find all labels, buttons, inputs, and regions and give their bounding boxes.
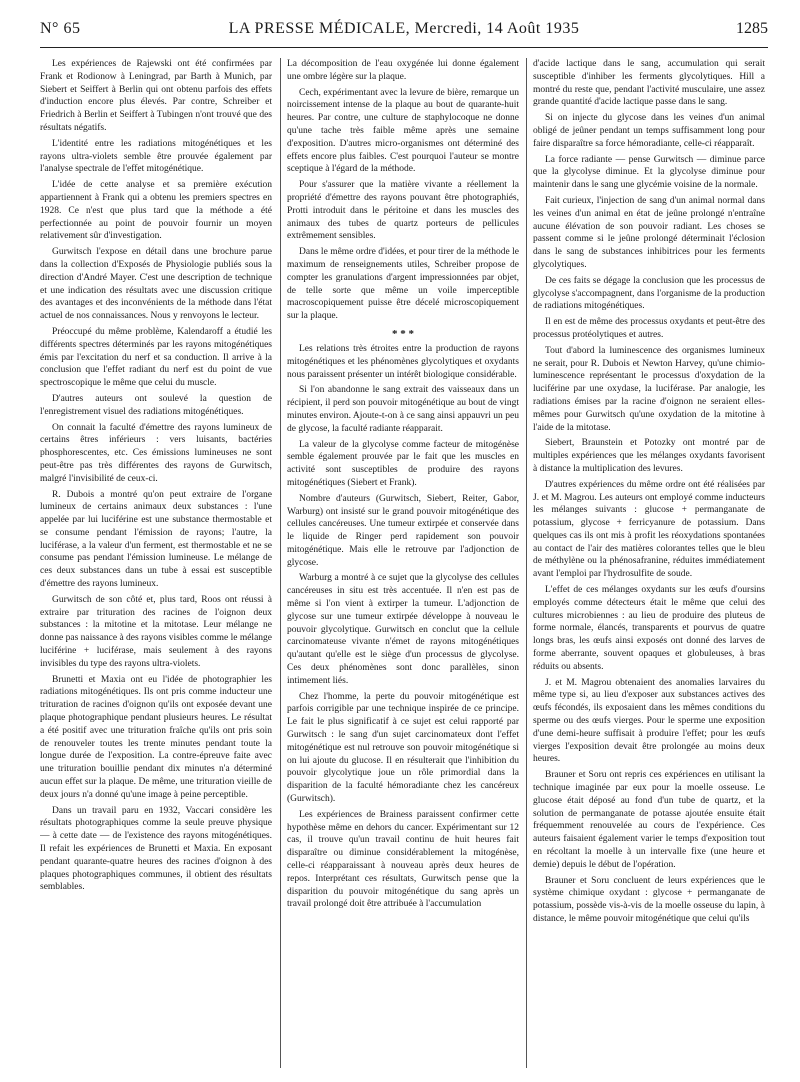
paragraph: La décomposition de l'eau oxygénée lui donne également une ombre légère sur la plaque. (287, 59, 519, 82)
paragraph: D'autres expériences du même ordre ont été réalisées par J. et M. Magrou. Les auteurs ont employé comme inducteurs les mélanges suivants : glucose + permanganate de potassium, glycose + ferricyanure de potassium. Dans quelques cas ils ont mis à profit les réoxydations spontanées au contact de l'air des matières colorantes telles que le bleu de méthylène ou la phénosafranine, réduites immédiatement avant l'emploi par l'hydrosulfite de soude. (533, 479, 765, 580)
column-divider (526, 58, 527, 1068)
paragraph: R. Dubois a montré qu'on peut extraire de l'organe lumineux de certains animaux deux substances : l'une appelée par lui luciférine est une substance thermostable et se consume pendant l'émission de rayons; l'autre, la luciférase, a la valeur d'un ferment, est thermostable et ne se consume pas pendant l'émission lumineuse. Le mélange de ces deux substances dans un tube à essai est susceptible d'émettre des rayons lumineux. (40, 489, 272, 590)
paragraph: Fait curieux, l'injection de sang d'un animal normal dans les veines d'un animal en état de jeûne prolongé n'entraîne aucune élévation de son pouvoir radiant. Les choses se passent comme si le jeûne prolongé déterminait l'éclosion dans le sang de substances inhibitrices pour les ferments glycolytiques. (533, 195, 765, 270)
paragraph: Gurwitsch l'expose en détail dans une brochure parue dans la collection d'Exposés de Physiologie publiés sous la direction d'André Mayer. C'est une description de technique et une indication des résultats avec une discussion critique des avantages et des inconvénients de la méthode dans l'état actuel de nos connaissances. Nous y renvoyons le lecteur. (40, 247, 272, 322)
paragraph: L'effet de ces mélanges oxydants sur les œufs d'oursins employés comme détecteurs était le même que celui des cultures microbiennes : au lieu de produire des pluteus de forme normale, élancés, transparents et pourvus de quatre longs bras, les œufs ainsi exposés ont donné des larves de forme aberrante, souvent opaques et globuleuses, à bras réduits ou absents. (533, 585, 765, 672)
paragraph: Dans le même ordre d'idées, et pour tirer de la méthode le maximum de renseignements utiles, Schreiber propose de compter les granulations d'argent impressionnées par objet, de telle sorte que même un voile imperceptible macroscopiquement puisse être décelé microscopiquement sur la plaque. (287, 247, 519, 322)
paragraph: Les expériences de Brainess paraissent confirmer cette hypothèse même en dehors du cancer. Expérimentant sur 12 cas, il trouve qu'un travail continu de huit heures fait disparaître ou diminue considérablement la mitogénèse, celle-ci réapparaissant à nouveau après deux heures de repos. Interprétant ces résultats, Gurwitsch pense que la disparition du pouvoir mitogénétique du sang après un travail prolongé doit être attribuée à l'accumulation (287, 809, 519, 910)
paragraph: Siebert, Braunstein et Potozky ont montré par de multiples expériences que les mélanges oxydants favorisent à distance la multiplication des levures. (533, 438, 765, 474)
paragraph: Tout d'abord la luminescence des organismes lumineux ne serait, pour R. Dubois et Newton Harvey, qu'une chimio-luminescence représentant le processus d'oxydation de la luciférine par une oxydase, la luciférase. Par analogie, les radiations émises par la racine d'oignon ne seraient elles-mêmes pour Gurwitsch qu'une oxydation de la mitotine à l'aide de la mitotase. (533, 345, 765, 433)
issue-number: N° 65 (40, 20, 81, 37)
paragraph: Préoccupé du même problème, Kalendaroff a étudié les différents spectres déterminés par les rayons mitogénétiques émis par l'excitation du nerf et sa conduction. Il arrive à la conclusion que l'effet radiant du nerf est du point de vue spectroscopique le même que celui du muscle. (40, 326, 272, 389)
paragraph: Brauner et Soru ont repris ces expériences en utilisant la technique imaginée par eux pour la moelle osseuse. Le glucose était déposé au fond d'un tube de quartz, et la solution de permanganate de potasse ajoutée ensuite était fréquemment renouvelée au cours de l'expérience. Ces auteurs faisaient également varier le temps d'exposition tout en récoltant la moelle à un intervalle fixe (une heure et demie) depuis le début de l'opération. (533, 770, 765, 870)
column-divider (280, 58, 281, 1068)
paragraph: Si on injecte du glycose dans les veines d'un animal obligé de jeûner pendant un temps suffisamment long pour faire disparaître sa force hémoradiante, celle-ci réapparaît. (533, 113, 765, 149)
paragraph: Brauner et Soru concluent de leurs expériences que le système chimique oxydant : glycose + permanganate de potassium, possède vis-à-vis de la moelle osseuse du lapin, à distance, le même pouvoir mitogénétique que celui qu'ils (533, 875, 765, 924)
paragraph: On connait la faculté d'émettre des rayons lumineux de certains êtres inférieurs : vers luisants, bactéries phosphorescentes, etc. Ces émissions lumineuses ne sont peut-être pas très différentes des rayons de Gurwitsch, malgré l'invisibilité de ceux-ci. (40, 422, 272, 484)
paragraph: Cech, expérimentant avec la levure de bière, remarque un noircissement intense de la plaque au bout de quarante-huit heures. Par contre, une culture de staphylocoque ne donne qu'une tache très faible même après une semaine d'exposition. D'autres micro-organismes ont déterminé des effets encore plus faibles. C'est pourquoi l'auteur se montre sceptique à l'égard de la méthode. (287, 87, 519, 175)
text-column-2 (287, 58, 519, 1076)
section-separator: * * * (392, 327, 414, 340)
journal-title: LA PRESSE MÉDICALE, Mercredi, 14 Août 1935 (228, 20, 580, 37)
text-column-3 (533, 58, 765, 1076)
paragraph: Chez l'homme, la perte du pouvoir mitogénétique est parfois corrigible par une technique inspirée de ce principe. Le fait le plus significatif à ce sujet est celui rapporté par Gurwitsch : le sang d'un sujet carcinomateux dont l'effet mitogénétique est nul retrouve son pouvoir mitogénétique si on lui ajoute du glucose. Il en résulterait que l'inhibition du pouvoir glycolytique joue un rôle primordial dans la disparition de la faculté hémoradiante chez les cancéreux (Gurwitsch). (287, 691, 519, 805)
paragraph: Pour s'assurer que la matière vivante a réellement la propriété d'émettre des rayons pouvant être photographiés, Protti introduit dans le péritoine et dans les muscles des animaux des tubes de quartz porteurs de pellicules extrêmement sensibles. (287, 180, 519, 242)
paragraph: J. et M. Magrou obtenaient des anomalies larvaires du même type si, au lieu d'exposer aux substances actives des œufs fécondés, ils exposaient dans les mêmes conditions du sperme ou des œufs vierges. Pour le sperme une exposition d'une demi-heure suffisait à produire l'effet; pour les œufs vierges l'exposition devait être prolongée au moins deux heures. (533, 677, 765, 765)
paragraph: De ces faits se dégage la conclusion que les processus de glycolyse s'accompagnent, dans l'organisme de la production de radiations mitogénétiques. (533, 275, 765, 312)
paragraph: La valeur de la glycolyse comme facteur de mitogénèse semble également prouvée par le fait que les muscles en activité sont susceptibles de produire des rayons mitogénétiques (Siebert et Frank). (287, 439, 519, 488)
paragraph: Il en est de même des processus oxydants et peut-être des processus protéolytiques et autres. (533, 317, 765, 340)
paragraph: Brunetti et Maxia ont eu l'idée de photographier les radiations mitogénétiques. Ils ont pris comme inducteur une trituration de racines d'oignon qu'ils ont exposée devant une plaque photographique pendant plusieurs heures. Le résultat a été positif avec une trituration fraîche qu'ils ont pris soin de renouveler toutes les trente minutes pendant toute la longue durée de l'exposition. La contre-épreuve faite avec une trituration bouillie pendant dix minutes n'a déterminé aucun effet sur la plaque. De même, une trituration vieille de deux jours n'a donné qu'une image à peine perceptible. (40, 674, 272, 800)
paragraph: D'autres auteurs ont soulevé la question de l'enregistrement visuel des radiations mitogénétiques. (40, 393, 272, 417)
paragraph: La force radiante — pense Gurwitsch — diminue parce que la glycolyse diminue. Et la glycolyse diminue pour maintenir dans le sang une glycémie voisine de la normale. (533, 154, 765, 191)
paragraph: L'idée de cette analyse et sa première exécution appartiennent à Frank qui a obtenu les premiers spectres en 1928. Ce n'est que plus tard que la méthode a été perfectionnée au point de pouvoir fournir un moyen relativement sûr d'investigation. (40, 180, 272, 242)
paragraph: Warburg a montré à ce sujet que la glycolyse des cellules cancéreuses in situ est très accentuée. Il n'en est pas de même si l'on vient à extirper la tumeur. L'adjonction de glycose sur une tumeur extirpée développe à nouveau le pouvoir glycolytique. Gurwitsch en conclut que la cellule carcinomateuse vivante n'émet de rayons mitogénétiques qu'autant qu'elle est le siège d'un processus de glycolyse. Ces deux phénomènes sont donc parallèles, sinon intimement liés. (287, 573, 519, 686)
paragraph: d'acide lactique dans le sang, accumulation qui serait susceptible d'inhiber les ferments glycolytiques. Hill a montré du reste que, pendant l'activité musculaire, une assez grande quantité d'acide lactique passe dans le sang. (533, 59, 765, 108)
page-number: 1285 (736, 20, 768, 37)
paragraph: L'identité entre les radiations mitogénétiques et les rayons ultra-violets semble être prouvée également par l'analyse spectrale de l'effet mitogénétique. (40, 138, 272, 175)
paragraph: Les relations très étroites entre la production de rayons mitogénétiques et les phénomènes glycolytiques et oxydants nous paraissent présenter un intérêt biologique considérable. (287, 343, 519, 380)
paragraph: Les expériences de Rajewski ont été confirmées par Frank et Rodionow à Leningrad, par Barth à Munich, par Siebert et Seiffert à Berlin qui ont obtenu parfois des effets d'induction encore plus élevés. Par contre, Schreiber et Friedrich à Berlin et Seiffert à Tubingen n'ont trouvé que des résultats négatifs. (40, 59, 272, 133)
paragraph: Dans un travail paru en 1932, Vaccari considère les résultats photographiques comme la seule preuve physique — à cette date — de l'existence des rayons mitogénétiques. Il refait les expériences de Brunetti et Maxia. En exposant pendant quarante-quatre heures des racines d'oignon à des plaques photographiques communes, il obtient des résultats semblables. (40, 805, 272, 893)
paragraph: Si l'on abandonne le sang extrait des vaisseaux dans un récipient, il perd son pouvoir mitogénétique au bout de vingt minutes environ. Ajoute-t-on à ce sang ainsi appauvri un peu de glycose, la faculté radiante réapparait. (287, 385, 519, 434)
paragraph: Gurwitsch de son côté et, plus tard, Roos ont réussi à extraire par trituration des racines de l'oignon deux substances : la mitotine et la mitotase. Leur mélange ne donne pas naissance à des rayons visibles comme le mélange luciférine + luciférase, mais seulement à des rayons invisibles du type des rayons ultra-violets. (40, 594, 272, 669)
running-header (40, 20, 768, 50)
paragraph: Nombre d'auteurs (Gurwitsch, Siebert, Reiter, Gabor, Warburg) ont insisté sur le grand pouvoir mitogénétique des cellules cancéreuses. Une tumeur extirpée et conservée dans le liquide de Ringer perd rapidement son pouvoir mitogénétique. Mais elle le retrouve par l'adjonction de glycose. (287, 493, 519, 568)
text-column-1 (40, 58, 272, 1076)
header-rule (40, 47, 768, 48)
